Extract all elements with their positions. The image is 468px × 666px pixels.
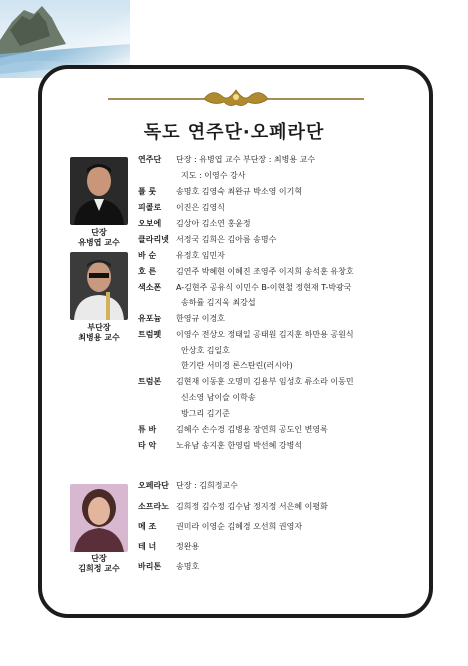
portrait-opera-director: [70, 484, 128, 552]
section-label: 타 악: [138, 441, 157, 450]
roster-row: [138, 267, 354, 277]
opera-row: [138, 481, 238, 491]
roster-row: [181, 298, 256, 308]
roster-row: [138, 425, 328, 435]
section-label: 트럼본: [138, 377, 162, 386]
portrait-name: 유병엽 교수: [78, 238, 120, 247]
member-names: 안상호 김일호: [181, 346, 230, 355]
member-names: 송명호: [176, 562, 200, 571]
opera-row: [138, 562, 199, 572]
ornament-divider: [108, 84, 364, 110]
roster-row: [181, 171, 245, 181]
roster-row: [138, 441, 302, 451]
section-label: 호 른: [138, 267, 157, 276]
roster-row: [181, 346, 230, 356]
roster-row: [138, 155, 315, 165]
roster-row: [181, 409, 230, 419]
member-names: 이진은 김영식: [176, 203, 225, 212]
roster-row: [138, 314, 225, 324]
section-label: 유포늄: [138, 314, 162, 323]
member-names: 김상아 김소연 홍윤정: [176, 219, 251, 228]
opera-row: [138, 502, 328, 512]
member-names: 한기란 서미경 론스탄린(러시아): [181, 361, 293, 370]
roster-row: [181, 393, 256, 403]
portrait-role: 단장: [91, 228, 107, 237]
roster-row: [138, 235, 276, 245]
member-names: 노유남 송지훈 한영림 박선혜 강병석: [176, 441, 303, 450]
roster-row: [138, 330, 354, 340]
section-label: 연주단: [138, 155, 162, 164]
member-names: 정완용: [176, 542, 200, 551]
member-names: 한영규 이경호: [176, 314, 225, 323]
section-label: 소프라노: [138, 502, 169, 511]
roster-row: [138, 377, 354, 387]
section-label: 플 룻: [138, 187, 157, 196]
member-names: 이영수 전상오 정태일 공태원 김지훈 하만용 공원식: [176, 330, 354, 339]
section-label: 테 너: [138, 542, 157, 551]
roster-row: [138, 203, 225, 213]
portrait-vice-director: [70, 252, 128, 320]
section-label: 피콜로: [138, 203, 162, 212]
member-names: 신소영 남이슬 이학송: [181, 393, 256, 402]
roster-row: [138, 219, 251, 229]
section-label: 색소폰: [138, 283, 162, 292]
portrait-role: 단장: [91, 554, 107, 563]
member-names: A-김현주 공유식 이민수 B-이현철 정현재 T-박광국: [176, 283, 352, 292]
member-names: 송명호 김영숙 최완규 박소영 이기혁: [176, 187, 303, 196]
member-names: 유정호 임민자: [176, 251, 225, 260]
member-names: 지도 : 이영수 강사: [181, 171, 246, 180]
section-label: 오보에: [138, 219, 162, 228]
section-label: 클라리넷: [138, 235, 169, 244]
roster-row: [138, 187, 302, 197]
section-label: 튜 바: [138, 425, 157, 434]
section-label: 트럼펫: [138, 330, 162, 339]
member-names: 김현재 이동훈 오명미 김용부 임성호 류소라 이동민: [176, 377, 354, 386]
portrait-director: [70, 157, 128, 225]
member-names: 김연주 박혜현 이혜진 조영주 이지희 송석훈 유창호: [176, 267, 354, 276]
portrait-name: 최병용 교수: [78, 333, 120, 342]
member-names: 권미라 이영순 김혜경 오선희 권영자: [176, 522, 303, 531]
section-label: 바 순: [138, 251, 157, 260]
member-names: 송하률 김지욱 최강섭: [181, 298, 256, 307]
opera-row: [138, 542, 199, 552]
member-names: 방그리 김기준: [181, 409, 230, 418]
portrait-name: 김희정 교수: [78, 564, 120, 573]
opera-row: [138, 522, 302, 532]
member-names: 김희정 김수정 김수남 정지정 서은혜 이평화: [176, 502, 328, 511]
section-label: 오페라단: [138, 481, 169, 490]
section-label: 바리톤: [138, 562, 162, 571]
member-names: 단장 : 유병엽 교수 부단장 : 최병용 교수: [176, 155, 316, 164]
member-names: 단장 : 김희정교수: [176, 481, 238, 490]
page-title: 독도 연주단·오페라단: [143, 122, 325, 143]
roster-row: [138, 283, 351, 293]
portrait-role: 부단장: [87, 323, 111, 332]
roster-row: [181, 361, 293, 371]
member-names: 김혜수 손수경 김병용 장연희 공도인 변영록: [176, 425, 328, 434]
section-label: 메 조: [138, 522, 157, 531]
member-names: 서정국 김희은 김아름 송명수: [176, 235, 277, 244]
roster-row: [138, 251, 225, 261]
